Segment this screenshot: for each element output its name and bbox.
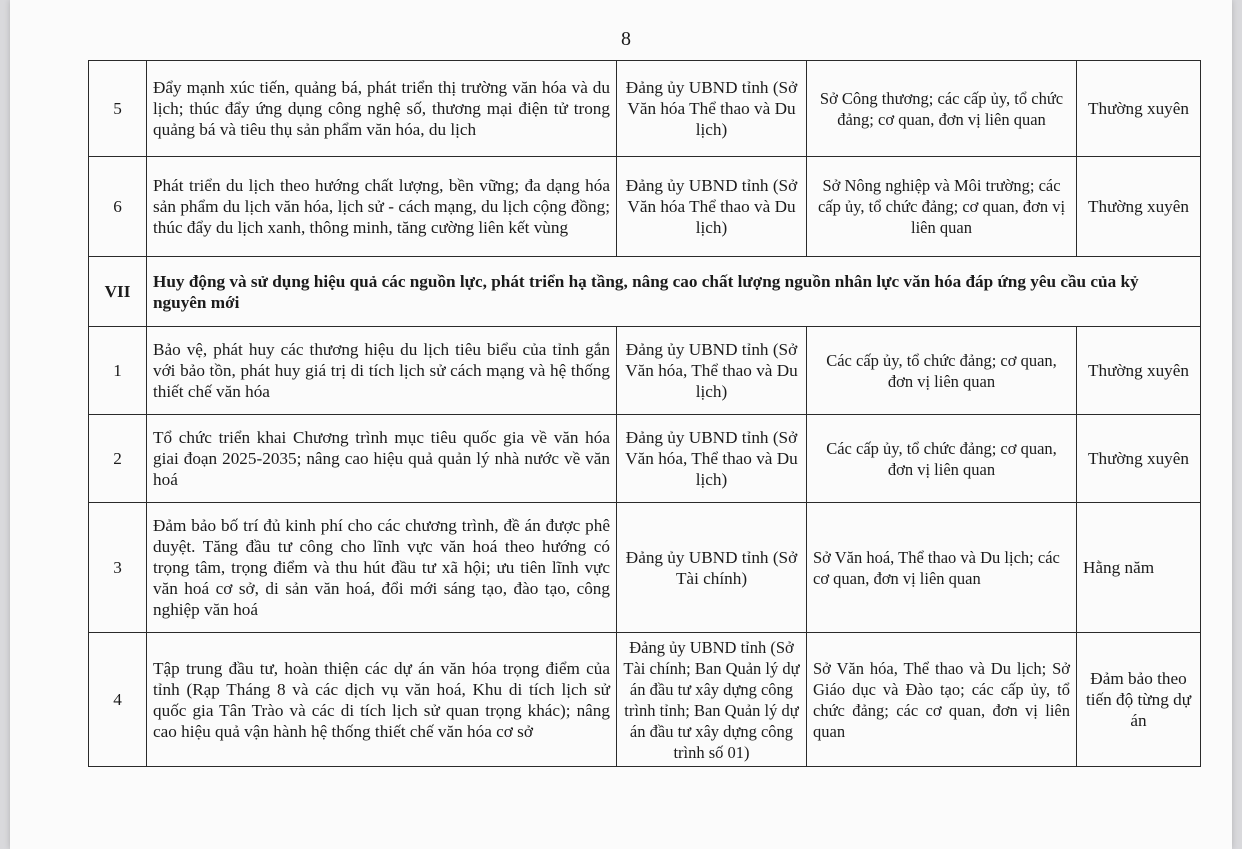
lead-agency: Đảng ủy UBND tỉnh (Sở Văn hóa, Thể thao và Du lịch)	[617, 415, 807, 503]
task-content: Tập trung đầu tư, hoàn thiện các dự án văn hóa trọng điểm của tỉnh (Rạp Tháng 8 và các dịch vụ văn hoá, Khu di tích lịch sử quốc gia Tân Trào và các di tích lịch sử quan trọng khác); nâng cao hiệu quả vận hành hệ thống thiết chế văn hóa cơ sở	[147, 633, 617, 767]
task-content: Đảm bảo bố trí đủ kinh phí cho các chương trình, đề án được phê duyệt. Tăng đầu tư công cho lĩnh vực văn hoá theo hướng có trọng tâm, trọng điểm và thu hút đầu tư xã hội; ưu tiên lĩnh vực văn hoá cơ sở, di sản văn hoá, đổi mới sáng tạo, đào tạo, công nghiệp văn hoá	[147, 503, 617, 633]
task-content: Tổ chức triển khai Chương trình mục tiêu quốc gia về văn hóa giai đoạn 2025-2035; nâng cao hiệu quả quản lý nhà nước về văn hoá	[147, 415, 617, 503]
lead-agency: Đảng ủy UBND tỉnh (Sở Tài chính)	[617, 503, 807, 633]
task-content: Phát triển du lịch theo hướng chất lượng, bền vững; đa dạng hóa sản phẩm du lịch văn hóa, lịch sử - cách mạng, du lịch cộng đồng; thúc đẩy du lịch xanh, thông minh, tăng cường liên kết vùng	[147, 157, 617, 257]
document-page	[10, 0, 1232, 849]
timeline: Thường xuyên	[1077, 157, 1201, 257]
task-content: Bảo vệ, phát huy các thương hiệu du lịch tiêu biểu của tỉnh gắn với bảo tồn, phát huy giá trị di tích lịch sử cách mạng và hệ thống thiết chế văn hóa	[147, 327, 617, 415]
lead-agency: Đảng ủy UBND tỉnh (Sở Văn hóa Thể thao và Du lịch)	[617, 61, 807, 157]
row-number: 4	[89, 633, 147, 767]
table-row	[89, 61, 1201, 157]
section-title: Huy động và sử dụng hiệu quả các nguồn lực, phát triển hạ tầng, nâng cao chất lượng nguồn nhân lực văn hóa đáp ứng yêu cầu của kỷ nguyên mới	[147, 257, 1201, 327]
timeline: Thường xuyên	[1077, 415, 1201, 503]
table-row	[89, 327, 1201, 415]
task-table	[88, 60, 1201, 767]
table-row	[89, 633, 1201, 767]
lead-agency: Đảng ủy UBND tỉnh (Sở Tài chính; Ban Quản lý dự án đầu tư xây dựng công trình tỉnh; Ban Quản lý dự án đầu tư xây dựng công trình số 01)	[617, 633, 807, 767]
coordinating-agency: Các cấp ủy, tổ chức đảng; cơ quan, đơn vị liên quan	[807, 327, 1077, 415]
coordinating-agency: Sở Văn hoá, Thể thao và Du lịch; các cơ quan, đơn vị liên quan	[807, 503, 1077, 633]
section-number: VII	[89, 257, 147, 327]
task-content: Đẩy mạnh xúc tiến, quảng bá, phát triển thị trường văn hóa và du lịch; thúc đẩy ứng dụng công nghệ số, thương mại điện tử trong quảng bá và tiêu thụ sản phẩm văn hóa, du lịch	[147, 61, 617, 157]
row-number: 6	[89, 157, 147, 257]
table-row	[89, 415, 1201, 503]
coordinating-agency: Sở Công thương; các cấp ủy, tổ chức đảng; cơ quan, đơn vị liên quan	[807, 61, 1077, 157]
lead-agency: Đảng ủy UBND tỉnh (Sở Văn hóa Thể thao và Du lịch)	[617, 157, 807, 257]
row-number: 5	[89, 61, 147, 157]
timeline: Hằng năm	[1077, 503, 1201, 633]
coordinating-agency: Các cấp ủy, tổ chức đảng; cơ quan, đơn vị liên quan	[807, 415, 1077, 503]
lead-agency: Đảng ủy UBND tỉnh (Sở Văn hóa, Thể thao và Du lịch)	[617, 327, 807, 415]
row-number: 3	[89, 503, 147, 633]
table-row	[89, 157, 1201, 257]
page-number: 8	[621, 28, 631, 50]
row-number: 1	[89, 327, 147, 415]
coordinating-agency: Sở Nông nghiệp và Môi trường; các cấp ủy, tổ chức đảng; cơ quan, đơn vị liên quan	[807, 157, 1077, 257]
section-row	[89, 257, 1201, 327]
row-number: 2	[89, 415, 147, 503]
table-row	[89, 503, 1201, 633]
timeline: Thường xuyên	[1077, 327, 1201, 415]
timeline: Thường xuyên	[1077, 61, 1201, 157]
timeline: Đảm bảo theo tiến độ từng dự án	[1077, 633, 1201, 767]
coordinating-agency: Sở Văn hóa, Thể thao và Du lịch; Sở Giáo dục và Đào tạo; các cấp ủy, tổ chức đảng; các cơ quan, đơn vị liên quan	[807, 633, 1077, 767]
